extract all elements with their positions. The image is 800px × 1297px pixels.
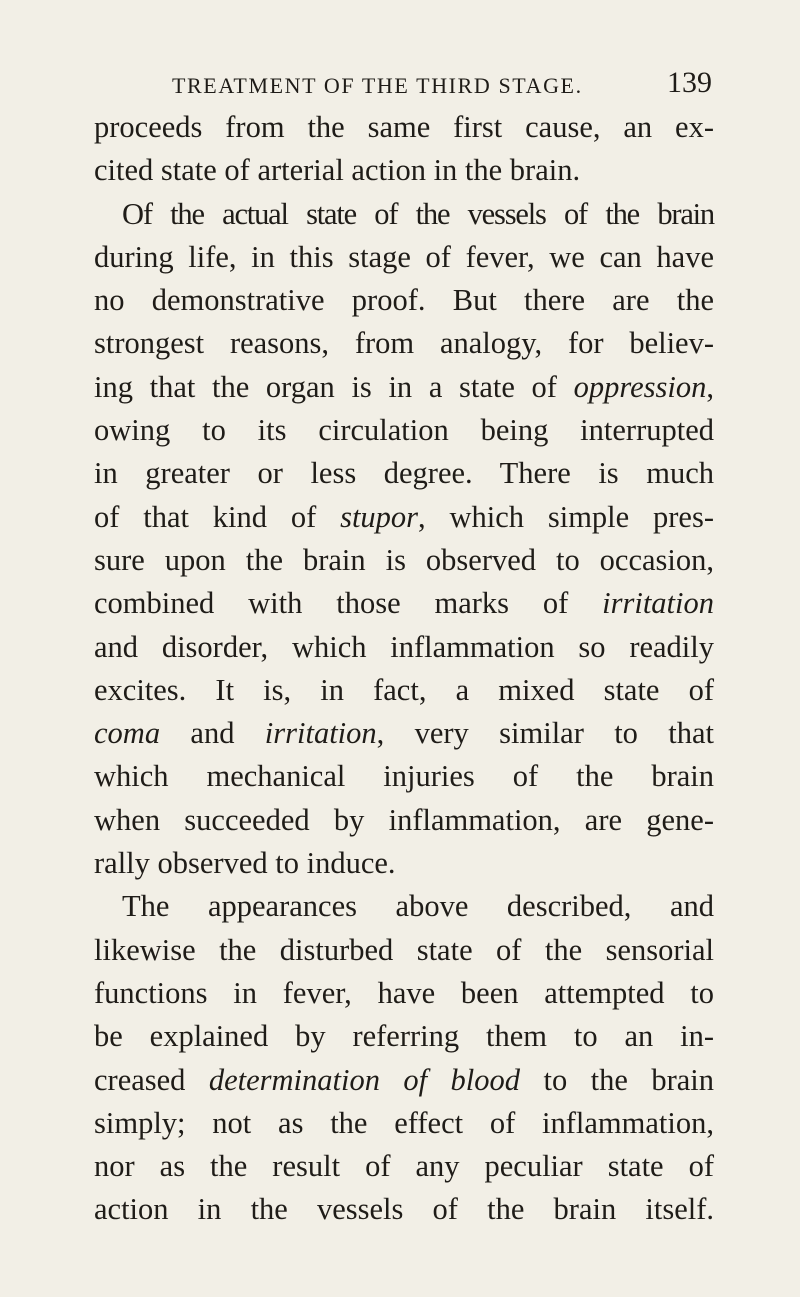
text-line: functions in fever, have been attempted to [94, 975, 714, 1010]
text-line: and disorder, which inflammation so readily [94, 629, 714, 664]
text-line: sure upon the brain is observed to occasion, [94, 542, 714, 577]
text-line: no demonstrative proof. But there are the [94, 283, 714, 318]
text-line: creased determination of blood to the brain [94, 1062, 714, 1097]
text-line: ing that the organ is in a state of oppression, [94, 369, 714, 404]
page-number: 139 [667, 66, 712, 99]
text-line: in greater or less degree. There is much [94, 456, 714, 491]
text-line: excites. It is, in fact, a mixed state of [94, 672, 714, 707]
text-line: coma and irritation, very similar to that [94, 716, 714, 751]
paragraph-start-line: The appearances above described, and [122, 889, 714, 924]
text-line: during life, in this stage of fever, we can have [94, 239, 714, 274]
text-line: action in the vessels of the brain itself. [94, 1192, 714, 1227]
text-line: nor as the result of any peculiar state of [94, 1149, 714, 1184]
body-text [94, 106, 714, 1232]
text-line: combined with those marks of irritation [94, 586, 714, 621]
text-line: cited state of arterial action in the brain. [94, 153, 581, 188]
running-head-title: TREATMENT OF THE THIRD STAGE. [172, 73, 583, 98]
text-line: of that kind of stupor, which simple pres- [94, 499, 714, 534]
text-line: likewise the disturbed state of the sensorial [94, 932, 714, 967]
text-line: owing to its circulation being interrupted [94, 413, 714, 448]
text-line: when succeeded by inflammation, are gene- [94, 802, 714, 837]
paragraph-start-line: Of the actual state of the vessels of the brain [122, 196, 714, 231]
text-line: strongest reasons, from analogy, for believ- [94, 326, 714, 361]
text-line: simply; not as the effect of inflammation, [94, 1105, 714, 1140]
text-line: be explained by referring them to an in- [94, 1019, 714, 1054]
text-line: which mechanical injuries of the brain [94, 759, 714, 794]
text-line: rally observed to induce. [94, 846, 396, 881]
running-head [172, 66, 712, 102]
text-line: proceeds from the same first cause, an ex- [94, 110, 714, 144]
